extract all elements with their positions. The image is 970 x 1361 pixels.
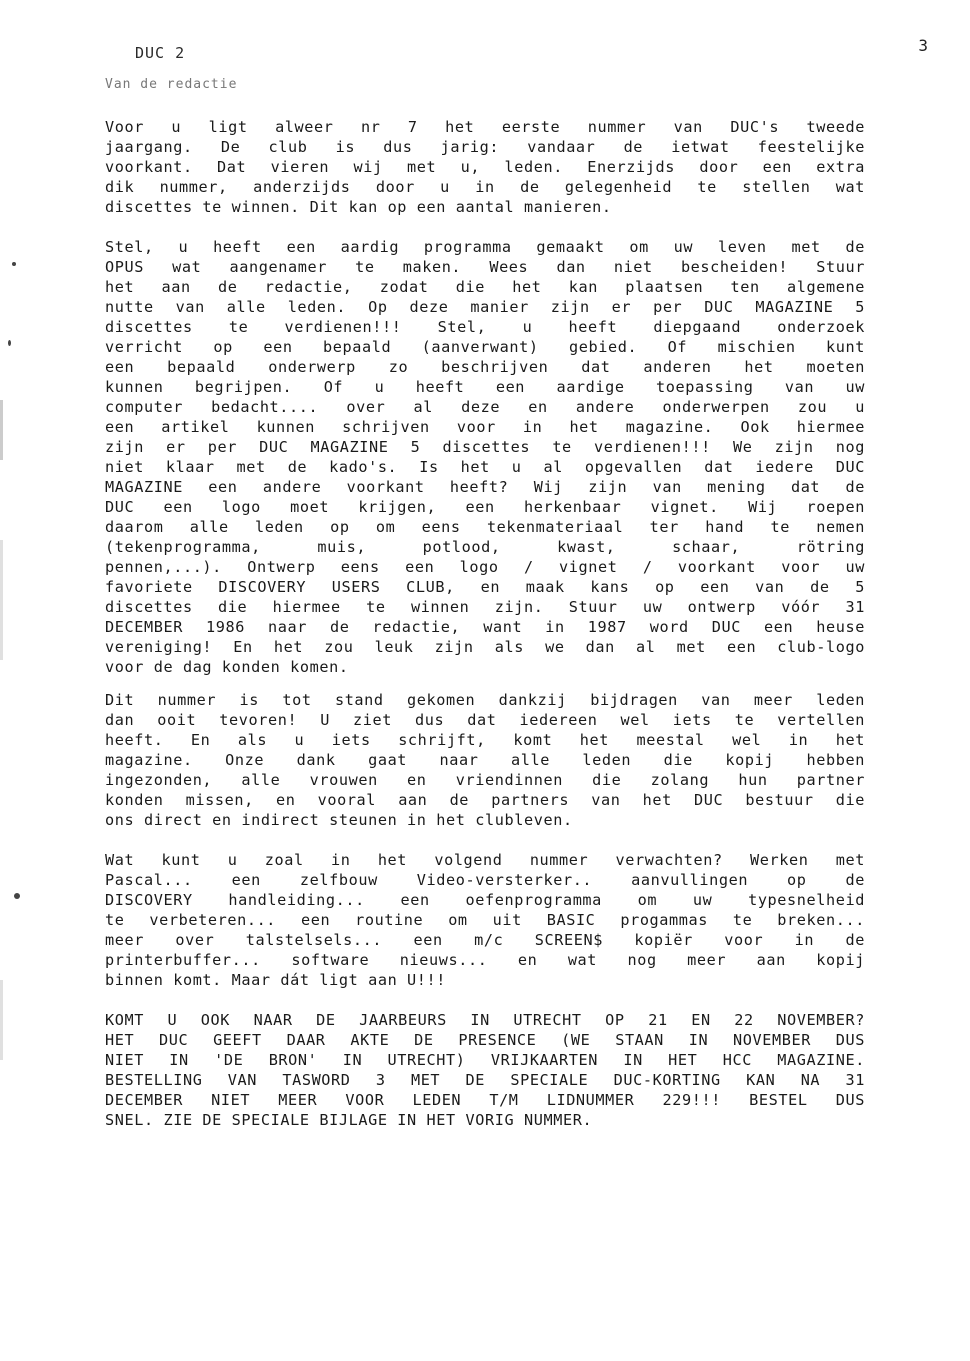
text-line: nutte van alle leden. Op deze manier zijn er per DUC MAGAZINE 5	[105, 298, 865, 316]
text-line: dik nummer, anderzijds door u in de gelegenheid te stellen wat	[105, 178, 865, 196]
text-line: dan ooit tevoren! U ziet dus dat iedereen wel iets te vertellen	[105, 711, 865, 729]
paragraph-next-issue	[105, 850, 865, 990]
text-line: HET DUC GEEFT DAAR AKTE DE PRESENCE (WE STAAN IN NOVEMBER DUS	[105, 1031, 865, 1049]
text-line: printerbuffer... software nieuws... en wat nog meer aan kopij	[105, 951, 865, 969]
text-line: niet klaar met de kado's. Is het u al opgevallen dat iedere DUC	[105, 458, 865, 476]
text-line: discettes te verdienen!!! Stel, u heeft diepgaand onderzoek	[105, 318, 865, 336]
scan-speck	[8, 340, 11, 346]
paragraph-intro	[105, 117, 865, 217]
text-line: voorkant. Dat vieren wij met u, leden. Enerzijds door een extra	[105, 158, 865, 176]
text-line: discettes die hiermee te winnen zijn. Stuur uw ontwerp vóór 31	[105, 598, 865, 616]
text-line: voor de dag konden komen.	[105, 658, 349, 676]
publication-header: DUC 2	[135, 44, 186, 62]
text-line: MAGAZINE een andere voorkant heeft? Wij zijn van mening dat de	[105, 478, 865, 496]
text-line: KOMT U OOK NAAR DE JAARBEURS IN UTRECHT OP 21 EN 22 NOVEMBER?	[105, 1011, 865, 1029]
paragraph-announcement	[105, 1010, 865, 1130]
text-line: DECEMBER 1986 naar de redactie, want in 1987 word DUC een heuse	[105, 618, 865, 636]
text-line: BESTELLING VAN TASWORD 3 MET DE SPECIALE DUC-KORTING KAN NA 31	[105, 1071, 865, 1089]
text-line: een bepaald onderwerp zo beschrijven dat anderen het moeten	[105, 358, 865, 376]
text-line: zijn er per DUC MAGAZINE 5 discettes te verdienen!!! We zijn nog	[105, 438, 865, 456]
scan-edge-mark	[0, 980, 3, 1060]
text-line: computer bedacht.... over al deze en andere onderwerpen zou u	[105, 398, 865, 416]
text-line: SNEL. ZIE DE SPECIALE BIJLAGE IN HET VORIG NUMMER.	[105, 1111, 593, 1129]
text-line: NIET IN 'DE BRON' IN UTRECHT) VRIJKAARTEN IN HET HCC MAGAZINE.	[105, 1051, 865, 1069]
text-line: daarom alle leden op om eens tekenmateriaal ter hand te nemen	[105, 518, 865, 536]
text-line: meer over talstelsels... een m/c SCREEN$ kopiër voor in de	[105, 931, 865, 949]
text-line: vereniging! En het zou leuk zijn als we dan al met een club-logo	[105, 638, 865, 656]
text-line: OPUS wat aangenamer te maken. Wees dan niet bescheiden! Stuur	[105, 258, 865, 276]
text-line: favoriete DISCOVERY USERS CLUB, en maak kans op een van de 5	[105, 578, 865, 596]
text-line: jaargang. De club is dus jarig: vandaar de ietwat feestelijke	[105, 138, 865, 156]
text-line: DISCOVERY handleiding... een oefenprogramma om uw typesnelheid	[105, 891, 865, 909]
text-line: Stel, u heeft een aardig programma gemaakt om uw leven met de	[105, 238, 865, 256]
scan-speck	[12, 262, 16, 266]
text-line: een artikel kunnen schrijven voor in het magazine. Ook hiermee	[105, 418, 865, 436]
section-heading: Van de redactie	[105, 77, 238, 92]
text-line: kunnen begrijpen. Of u heeft een aardige toepassing van uw	[105, 378, 865, 396]
scan-edge-mark	[0, 400, 3, 460]
scan-edge-mark	[0, 540, 3, 660]
text-line: Dit nummer is tot stand gekomen dankzij bijdragen van meer leden	[105, 691, 865, 709]
text-line: discettes te winnen. Dit kan op een aantal manieren.	[105, 198, 612, 216]
text-line: DUC een logo moet krijgen, een herkenbaar vignet. Wij roepen	[105, 498, 865, 516]
text-line: Pascal... een zelfbouw Video-versterker.. aanvullingen op de	[105, 871, 865, 889]
text-line: DECEMBER NIET MEER VOOR LEDEN T/M LIDNUMMER 229!!! BESTEL DUS	[105, 1091, 865, 1109]
text-line: (tekenprogramma, muis, potlood, kwast, schaar, rötring	[105, 538, 865, 556]
text-line: konden missen, en vooral aan de partners van het DUC bestuur die	[105, 791, 865, 809]
text-line: te verbeteren... een routine om uit BASIC progammas te breken...	[105, 911, 865, 929]
scan-speck	[14, 893, 20, 899]
text-line: ingezonden, alle vrouwen en vriendinnen die zolang hun partner	[105, 771, 865, 789]
text-line: het aan de redactie, zodat die het kan plaatsen ten algemene	[105, 278, 865, 296]
text-line: ons direct en indirect steunen in het clubleven.	[105, 811, 573, 829]
text-line: Voor u ligt alweer nr 7 het eerste nummer van DUC's tweede	[105, 118, 865, 136]
text-line: Wat kunt u zoal in het volgend nummer verwachten? Werken met	[105, 851, 865, 869]
text-line: binnen komt. Maar dát ligt aan U!!!	[105, 971, 447, 989]
paragraph-contest	[105, 237, 865, 677]
text-line: pennen,...). Ontwerp eens een logo / vignet / voorkant voor uw	[105, 558, 865, 576]
paragraph-thanks	[105, 690, 865, 830]
text-line: magazine. Onze dank gaat naar alle leden die kopij hebben	[105, 751, 865, 769]
text-line: heeft. En als u iets schrijft, komt het meestal wel in het	[105, 731, 865, 749]
page-number: 3	[918, 36, 928, 55]
text-line: verricht op een bepaald (aanverwant) gebied. Of mischien kunt	[105, 338, 865, 356]
